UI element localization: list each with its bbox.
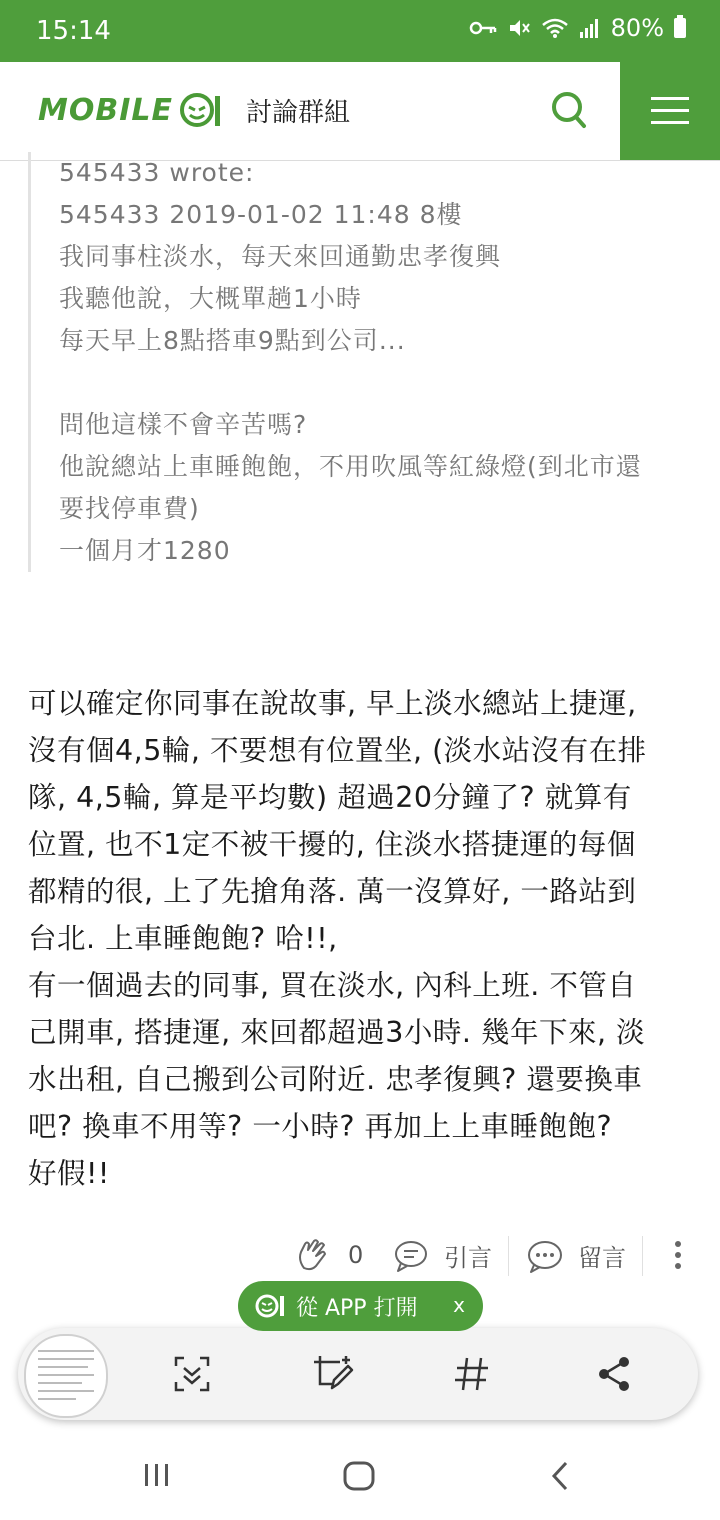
status-bar [0, 0, 720, 62]
signal-icon [579, 17, 601, 39]
mobile01-logo[interactable] [38, 90, 223, 130]
search-button[interactable] [548, 88, 588, 132]
thumbnail-preview-icon [26, 1336, 106, 1416]
quote-block [28, 152, 720, 572]
like-count: 0 [348, 1241, 364, 1269]
like-button[interactable] [296, 1238, 363, 1272]
recent-apps-icon [142, 1460, 172, 1490]
open-in-app-banner[interactable] [238, 1281, 483, 1331]
back-icon [548, 1460, 572, 1492]
screenshot-thumbnail[interactable] [24, 1334, 108, 1418]
open-in-app-label: 從 APP 打開 [296, 1295, 418, 1321]
quote-line: 一個月才1280 [59, 536, 231, 565]
quote-line: 問他這樣不會辛苦嗎? [59, 410, 308, 439]
post-line: 台北. 上車睡飽飽? 哈!!, [28, 922, 338, 955]
clap-icon [296, 1238, 328, 1272]
quote-label: 引言 [444, 1244, 492, 1272]
battery-percent: 80% [610, 14, 664, 42]
share-button[interactable] [590, 1350, 638, 1398]
post-line: 己開車, 搭捷運, 來回都超過3小時. 幾年下來, 淡 [28, 1016, 646, 1049]
post-line: 可以確定你同事在說故事, 早上淡水總站上捷運, [28, 687, 637, 720]
quote-bubble-icon [394, 1239, 430, 1273]
post-line: 好假!! [28, 1157, 110, 1190]
tag-icon [452, 1354, 492, 1394]
logo-face-icon [179, 90, 223, 130]
share-icon [594, 1354, 634, 1394]
page-title[interactable]: 討論群組 [246, 98, 351, 128]
tag-button[interactable] [448, 1350, 496, 1398]
close-banner-button[interactable]: x [453, 1293, 465, 1317]
screenshot-toolbar [18, 1328, 698, 1420]
divider [508, 1236, 509, 1276]
scroll-capture-icon [172, 1354, 212, 1394]
post-line: 吧? 換車不用等? 一小時? 再加上上車睡飽飽? [28, 1110, 613, 1143]
post-line: 位置, 也不1定不被干擾的, 住淡水搭捷運的每個 [28, 828, 636, 861]
menu-button[interactable] [620, 62, 720, 160]
app-logo-icon [254, 1292, 286, 1320]
quote-line: 每天早上8點搭車9點到公司... [59, 326, 406, 355]
key-icon [469, 18, 497, 38]
divider [642, 1236, 643, 1276]
mute-icon [507, 16, 531, 40]
post-line: 有一個過去的同事, 買在淡水, 內科上班. 不管自 [28, 969, 637, 1002]
post-line: 水出租, 自己搬到公司附近. 忠孝復興? 還要換車 [28, 1063, 643, 1096]
quote-line: 545433 2019-01-02 11:48 8樓 [59, 200, 463, 229]
recent-apps-button[interactable] [142, 1460, 172, 1494]
quote-line: 他說總站上車睡飽飽，不用吹風等紅綠燈(到北市還 [59, 452, 642, 481]
quote-line: 我聽他說，大概單趟1小時 [59, 284, 362, 313]
status-icons [469, 14, 686, 42]
post-line: 隊, 4,5輪, 算是平均數) 超過20分鐘了? 就算有 [28, 781, 632, 814]
logo-text: MOBILE [38, 92, 173, 128]
more-vertical-icon [668, 1238, 688, 1272]
more-options-button[interactable] [668, 1238, 688, 1272]
quote-line: 545433 wrote: [59, 158, 255, 187]
quote-line: 要找停車費) [59, 494, 200, 523]
wifi-icon [541, 17, 569, 39]
site-header [0, 62, 720, 161]
comment-bubble-icon [526, 1239, 564, 1273]
post-line: 沒有個4,5輪, 不要想有位置坐, (淡水站沒有在排 [28, 734, 647, 767]
quote-blank-line [59, 362, 720, 404]
system-nav-bar [0, 1436, 720, 1520]
battery-icon [674, 18, 686, 38]
post-line: 都精的很, 上了先搶角落. 萬一沒算好, 一路站到 [28, 875, 637, 908]
back-button[interactable] [548, 1460, 572, 1496]
quote-button[interactable] [394, 1238, 492, 1273]
post-actions [0, 1230, 720, 1286]
hamburger-icon [651, 96, 689, 126]
reply-button[interactable] [526, 1238, 626, 1273]
home-icon [342, 1460, 376, 1492]
quote-line: 我同事柱淡水，每天來回通勤忠孝復興 [59, 242, 502, 271]
home-button[interactable] [342, 1460, 376, 1496]
edit-crop-button[interactable] [308, 1350, 356, 1398]
scroll-capture-button[interactable] [168, 1350, 216, 1398]
status-time: 15:14 [36, 16, 111, 46]
post-body [28, 680, 698, 1197]
search-icon [548, 88, 588, 132]
edit-crop-icon [310, 1352, 354, 1396]
reply-label: 留言 [578, 1244, 626, 1272]
